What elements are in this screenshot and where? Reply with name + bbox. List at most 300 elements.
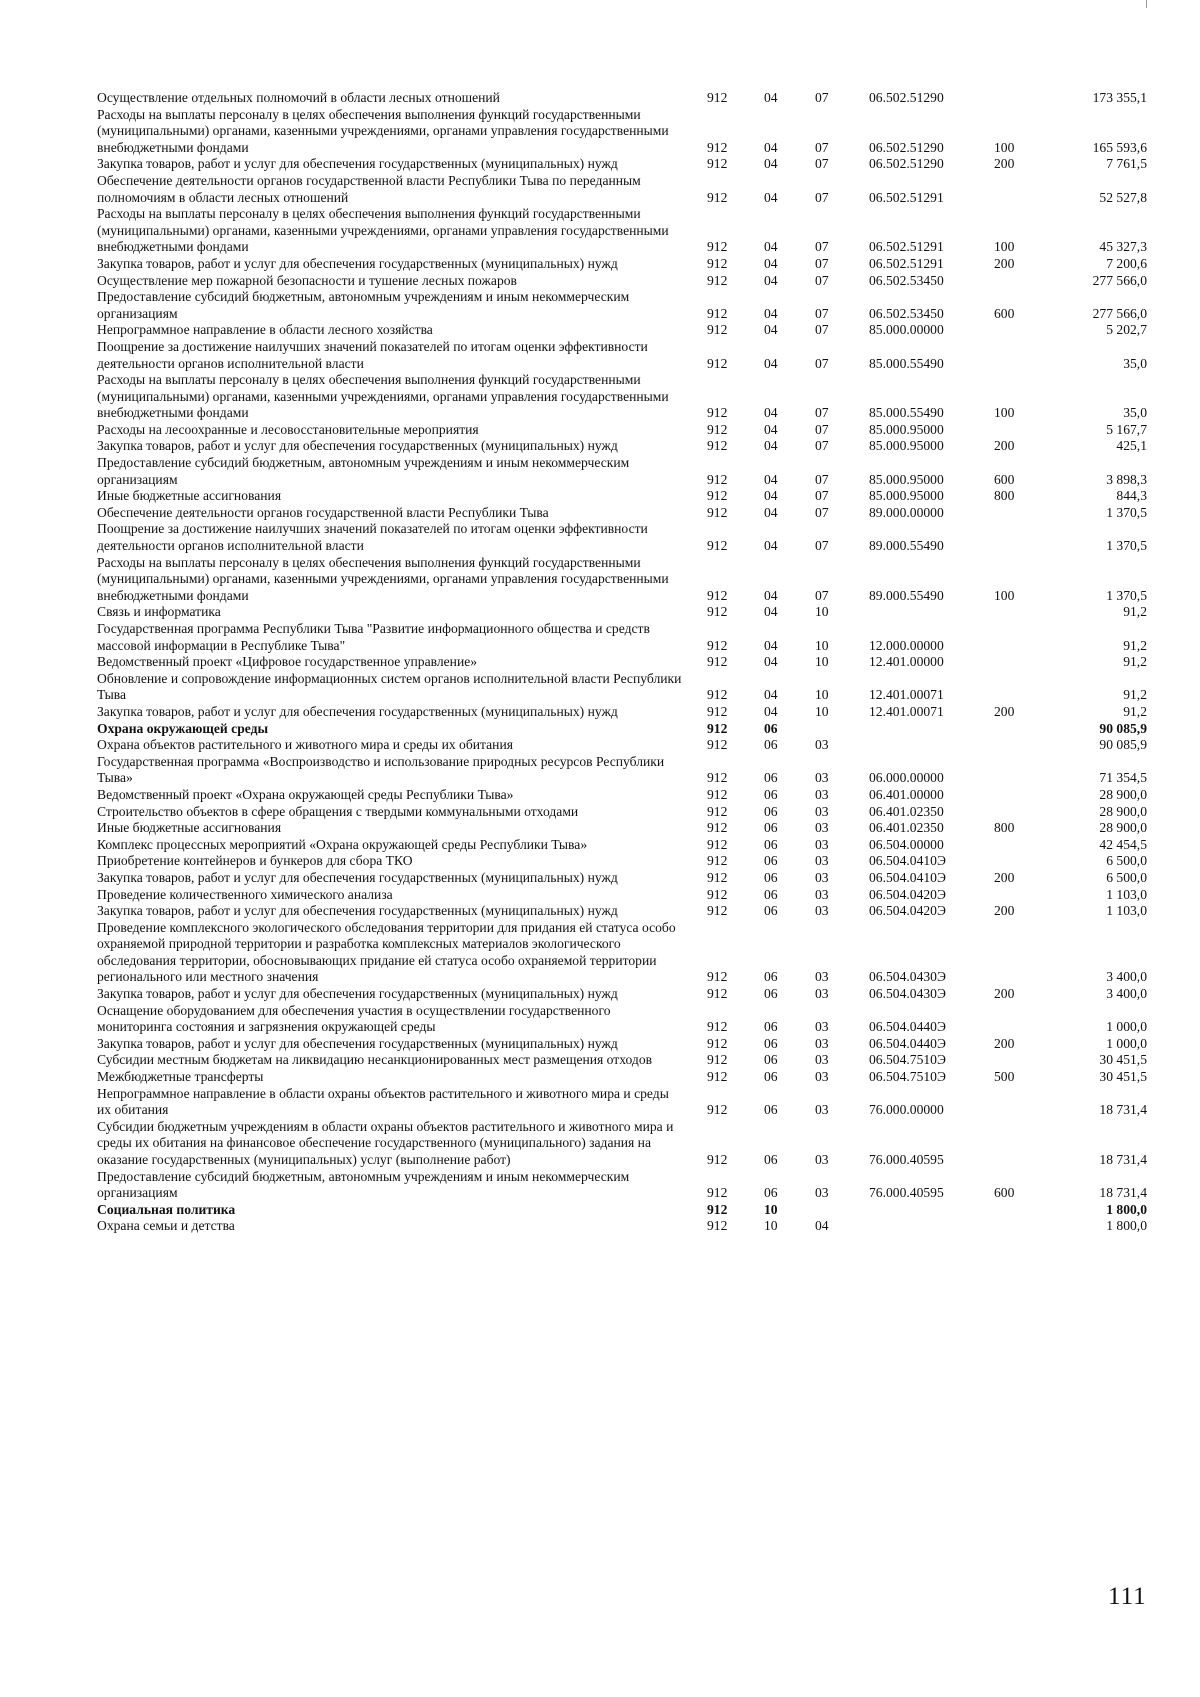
row-name: Закупка товаров, работ и услуг для обеспечения государственных (муниципальных) нужд bbox=[97, 156, 618, 172]
subsection-code: 03 bbox=[815, 969, 829, 985]
target-article-code: 89.000.00000 bbox=[869, 504, 944, 520]
subsection-code: 07 bbox=[815, 421, 829, 437]
row-name: Предоставление субсидий бюджетным, автономным учреждениям и иным некоммерческим организациям bbox=[97, 289, 630, 321]
row-name: Иные бюджетные ассигнования bbox=[97, 820, 282, 836]
ved-code: 912 bbox=[707, 322, 728, 338]
subsection-code: 07 bbox=[815, 272, 829, 288]
ved-code: 912 bbox=[707, 405, 728, 421]
target-article-code: 85.000.95000 bbox=[869, 421, 944, 437]
row-name: Комплекс процессных мероприятий «Охрана окружающей среды Республики Тыва» bbox=[97, 836, 588, 852]
target-article-code: 06.502.53450 bbox=[869, 272, 944, 288]
row-name: Ведомственный проект «Цифровое государственное управление» bbox=[97, 654, 478, 670]
target-article-code: 06.502.51290 bbox=[869, 90, 944, 105]
row-name: Обеспечение деятельности органов государственной власти Республики Тыва по переданным полномочиям в области лесных отношений bbox=[97, 172, 641, 205]
row-name: Проведение комплексного экологического обследования территории для придания ей статуса особо охраняемой природной территории и разработка комплексных материалов экологического обследования территории, обосновывающих придание ей статуса особо охраняемой территории регионального или местного значения bbox=[97, 919, 676, 985]
row-name: Закупка товаров, работ и услуг для обеспечения государственных (муниципальных) нужд bbox=[97, 869, 618, 885]
amount: 90 085,9 bbox=[1099, 737, 1147, 753]
amount: 6 500,0 bbox=[1106, 869, 1147, 885]
subsection-code: 07 bbox=[815, 587, 829, 603]
table-row bbox=[97, 206, 1147, 256]
ved-code: 912 bbox=[707, 355, 728, 371]
ved-code: 912 bbox=[707, 488, 728, 504]
table-row bbox=[97, 1202, 1147, 1219]
subsection-code: 03 bbox=[815, 820, 829, 836]
section-code: 04 bbox=[764, 687, 778, 703]
target-article-code: 76.000.00000 bbox=[869, 1102, 944, 1118]
row-name: Обеспечение деятельности органов государственной власти Республики Тыва bbox=[97, 504, 549, 520]
ved-code: 912 bbox=[707, 272, 728, 288]
ved-code: 912 bbox=[707, 90, 728, 105]
ved-code: 912 bbox=[707, 1035, 728, 1051]
expense-type-code: 100 bbox=[994, 239, 1015, 255]
amount: 28 900,0 bbox=[1099, 820, 1147, 836]
table-row bbox=[97, 903, 1147, 920]
subsection-code: 03 bbox=[815, 803, 829, 819]
row-name: Проведение количественного химического анализа bbox=[97, 886, 393, 902]
target-article-code: 06.504.0430Э bbox=[869, 986, 946, 1002]
row-name: Приобретение контейнеров и бункеров для сбора ТКО bbox=[97, 853, 413, 869]
table-row bbox=[97, 422, 1147, 439]
subsection-code: 10 bbox=[815, 703, 829, 719]
section-code: 06 bbox=[764, 803, 778, 819]
amount: 1 103,0 bbox=[1106, 903, 1147, 919]
amount: 91,2 bbox=[1123, 604, 1147, 620]
table-row bbox=[97, 986, 1147, 1003]
target-article-code: 06.504.0440Э bbox=[869, 1019, 946, 1035]
ved-code: 912 bbox=[707, 986, 728, 1002]
table-row bbox=[97, 621, 1147, 654]
row-name: Расходы на выплаты персоналу в целях обеспечения выполнения функций государственными (муниципальными) органами, казенными учреждениями, органами управления государственными внебюджетными фондами bbox=[97, 106, 669, 155]
table-row bbox=[97, 837, 1147, 854]
target-article-code: 76.000.40595 bbox=[869, 1185, 944, 1201]
section-code: 04 bbox=[764, 471, 778, 487]
row-name: Непрограммное направление в области охраны объектов растительного и животного мира и среды их обитания bbox=[97, 1085, 669, 1118]
amount: 7 761,5 bbox=[1106, 156, 1147, 172]
target-article-code: 89.000.55490 bbox=[869, 587, 944, 603]
amount: 90 085,9 bbox=[1099, 720, 1147, 736]
section-code: 04 bbox=[764, 355, 778, 371]
ved-code: 912 bbox=[707, 305, 728, 321]
section-code: 06 bbox=[764, 886, 778, 902]
subsection-code: 03 bbox=[815, 836, 829, 852]
subsection-code: 03 bbox=[815, 1035, 829, 1051]
ved-code: 912 bbox=[707, 1069, 728, 1085]
target-article-code: 06.502.53450 bbox=[869, 305, 944, 321]
target-article-code: 85.000.95000 bbox=[869, 488, 944, 504]
table-row bbox=[97, 90, 1147, 107]
table-row bbox=[97, 256, 1147, 273]
expense-type-code: 800 bbox=[994, 488, 1015, 504]
table-row bbox=[97, 1119, 1147, 1169]
ved-code: 912 bbox=[707, 969, 728, 985]
ved-code: 912 bbox=[707, 438, 728, 454]
target-article-code: 89.000.55490 bbox=[869, 538, 944, 554]
row-name: Предоставление субсидий бюджетным, автономным учреждениям и иным некоммерческим организациям bbox=[97, 455, 630, 487]
subsection-code: 07 bbox=[815, 139, 829, 155]
target-article-code: 85.000.55490 bbox=[869, 405, 944, 421]
ved-code: 912 bbox=[707, 869, 728, 885]
section-code: 04 bbox=[764, 538, 778, 554]
target-article-code: 06.401.02350 bbox=[869, 820, 944, 836]
table-row bbox=[97, 107, 1147, 157]
section-code: 04 bbox=[764, 139, 778, 155]
table-row bbox=[97, 273, 1147, 290]
row-name: Непрограммное направление в области лесного хозяйства bbox=[97, 322, 433, 338]
ved-code: 912 bbox=[707, 189, 728, 205]
amount: 1 000,0 bbox=[1106, 1019, 1147, 1035]
table-row bbox=[97, 1169, 1147, 1202]
target-article-code: 85.000.95000 bbox=[869, 471, 944, 487]
amount: 277 566,0 bbox=[1092, 272, 1147, 288]
amount: 425,1 bbox=[1116, 438, 1147, 454]
section-code: 06 bbox=[764, 1185, 778, 1201]
subsection-code: 03 bbox=[815, 1069, 829, 1085]
subsection-code: 07 bbox=[815, 355, 829, 371]
target-article-code: 06.000.00000 bbox=[869, 770, 944, 786]
ved-code: 912 bbox=[707, 770, 728, 786]
subsection-code: 03 bbox=[815, 770, 829, 786]
ved-code: 912 bbox=[707, 836, 728, 852]
target-article-code: 76.000.40595 bbox=[869, 1152, 944, 1167]
target-article-code: 06.502.51290 bbox=[869, 156, 944, 172]
table-row bbox=[97, 156, 1147, 173]
subsection-code: 10 bbox=[815, 687, 829, 703]
table-row bbox=[97, 1086, 1147, 1119]
target-article-code: 06.401.00000 bbox=[869, 786, 944, 802]
expense-type-code: 200 bbox=[994, 1035, 1015, 1051]
row-name: Субсидии местным бюджетам на ликвидацию несанкционированных мест размещения отходов bbox=[97, 1052, 653, 1068]
expense-type-code: 100 bbox=[994, 405, 1015, 421]
amount: 71 354,5 bbox=[1099, 770, 1147, 786]
table-row bbox=[97, 704, 1147, 721]
subsection-code: 03 bbox=[815, 1185, 829, 1201]
budget-table bbox=[97, 90, 1147, 1235]
subsection-code: 03 bbox=[815, 1152, 829, 1167]
amount: 18 731,4 bbox=[1099, 1102, 1147, 1118]
ved-code: 912 bbox=[707, 604, 728, 620]
table-row bbox=[97, 521, 1147, 554]
row-name: Закупка товаров, работ и услуг для обеспечения государственных (муниципальных) нужд bbox=[97, 703, 618, 719]
subsection-code: 10 bbox=[815, 654, 829, 670]
row-name: Государственная программа «Воспроизводство и использование природных ресурсов Республики Тыва» bbox=[97, 753, 665, 786]
target-article-code: 85.000.95000 bbox=[869, 438, 944, 454]
amount: 3 898,3 bbox=[1106, 471, 1147, 487]
amount: 3 400,0 bbox=[1106, 969, 1147, 985]
ved-code: 912 bbox=[707, 703, 728, 719]
table-row bbox=[97, 804, 1147, 821]
ved-code: 912 bbox=[707, 637, 728, 653]
table-row bbox=[97, 787, 1147, 804]
row-name: Государственная программа Республики Тыва "Развитие информационного общества и средств массовой информации в Республике Тыва" bbox=[97, 621, 650, 653]
section-code: 04 bbox=[764, 637, 778, 653]
ved-code: 912 bbox=[707, 737, 728, 753]
section-code: 06 bbox=[764, 737, 778, 753]
section-code: 06 bbox=[764, 1069, 778, 1085]
row-name: Поощрение за достижение наилучших значений показателей по итогам оценки эффективности деятельности органов исполнительной власти bbox=[97, 338, 648, 371]
expense-type-code: 100 bbox=[994, 587, 1015, 603]
expense-type-code: 500 bbox=[994, 1069, 1015, 1085]
section-code: 04 bbox=[764, 272, 778, 288]
table-row bbox=[97, 1036, 1147, 1053]
subsection-code: 07 bbox=[815, 504, 829, 520]
target-article-code: 06.502.51291 bbox=[869, 255, 944, 271]
amount: 28 900,0 bbox=[1099, 803, 1147, 819]
amount: 91,2 bbox=[1123, 703, 1147, 719]
ved-code: 912 bbox=[707, 1052, 728, 1068]
ved-code: 912 bbox=[707, 687, 728, 703]
row-name: Расходы на лесоохранные и лесовосстановительные мероприятия bbox=[97, 421, 479, 437]
table-row bbox=[97, 754, 1147, 787]
amount: 5 202,7 bbox=[1106, 322, 1147, 338]
section-code: 06 bbox=[764, 820, 778, 836]
row-name: Закупка товаров, работ и услуг для обеспечения государственных (муниципальных) нужд bbox=[97, 1035, 618, 1051]
subsection-code: 03 bbox=[815, 1102, 829, 1118]
section-code: 06 bbox=[764, 969, 778, 985]
expense-type-code: 200 bbox=[994, 986, 1015, 1002]
row-name: Осуществление мер пожарной безопасности и тушение лесных пожаров bbox=[97, 272, 517, 288]
section-code: 06 bbox=[764, 853, 778, 869]
target-article-code: 06.504.00000 bbox=[869, 836, 944, 852]
amount: 1 370,5 bbox=[1106, 504, 1147, 520]
section-code: 04 bbox=[764, 488, 778, 504]
ved-code: 912 bbox=[707, 255, 728, 271]
amount: 7 200,6 bbox=[1106, 255, 1147, 271]
subsection-code: 07 bbox=[815, 239, 829, 255]
ved-code: 912 bbox=[707, 803, 728, 819]
table-row bbox=[97, 870, 1147, 887]
subsection-code: 07 bbox=[815, 488, 829, 504]
target-article-code: 06.502.51291 bbox=[869, 239, 944, 255]
target-article-code: 06.504.0430Э bbox=[869, 969, 946, 985]
section-code: 04 bbox=[764, 189, 778, 205]
section-code: 04 bbox=[764, 654, 778, 670]
section-code: 06 bbox=[764, 770, 778, 786]
subsection-code: 07 bbox=[815, 189, 829, 205]
table-row bbox=[97, 853, 1147, 870]
section-code: 06 bbox=[764, 1152, 778, 1167]
target-article-code: 06.504.0440Э bbox=[869, 1035, 946, 1051]
table-row bbox=[97, 887, 1147, 904]
ved-code: 912 bbox=[707, 587, 728, 603]
subsection-code: 03 bbox=[815, 1052, 829, 1068]
subsection-code: 03 bbox=[815, 853, 829, 869]
section-code: 06 bbox=[764, 1035, 778, 1051]
section-code: 04 bbox=[764, 90, 778, 105]
amount: 1 800,0 bbox=[1106, 1218, 1147, 1234]
subsection-code: 07 bbox=[815, 255, 829, 271]
amount: 18 731,4 bbox=[1099, 1185, 1147, 1201]
expense-type-code: 200 bbox=[994, 869, 1015, 885]
table-row bbox=[97, 455, 1147, 488]
amount: 1 370,5 bbox=[1106, 587, 1147, 603]
ved-code: 912 bbox=[707, 156, 728, 172]
row-name: Оснащение оборудованием для обеспечения участия в осуществлении государственного мониторинга состояния и загрязнения окружающей среды bbox=[97, 1002, 611, 1035]
ved-code: 912 bbox=[707, 1201, 728, 1217]
row-name: Закупка товаров, работ и услуг для обеспечения государственных (муниципальных) нужд bbox=[97, 438, 618, 454]
row-name: Расходы на выплаты персоналу в целях обеспечения выполнения функций государственными (муниципальными) органами, казенными учреждениями, органами управления государственными внебюджетными фондами bbox=[97, 554, 669, 603]
section-code: 04 bbox=[764, 156, 778, 172]
amount: 30 451,5 bbox=[1099, 1069, 1147, 1085]
amount: 35,0 bbox=[1123, 355, 1147, 371]
page-number: 111 bbox=[1108, 1583, 1147, 1610]
table-row bbox=[97, 372, 1147, 422]
target-article-code: 06.504.7510Э bbox=[869, 1069, 946, 1085]
section-code: 06 bbox=[764, 1102, 778, 1118]
table-row bbox=[97, 488, 1147, 505]
section-code: 04 bbox=[764, 405, 778, 421]
section-code: 10 bbox=[764, 1218, 778, 1234]
subsection-code: 07 bbox=[815, 90, 829, 105]
target-article-code: 06.504.0420Э bbox=[869, 903, 946, 919]
target-article-code: 12.000.00000 bbox=[869, 637, 944, 653]
section-code: 04 bbox=[764, 438, 778, 454]
target-article-code: 06.504.0410Э bbox=[869, 869, 946, 885]
section-code: 06 bbox=[764, 1052, 778, 1068]
subsection-code: 07 bbox=[815, 305, 829, 321]
section-code: 04 bbox=[764, 604, 778, 620]
table-row bbox=[97, 339, 1147, 372]
table-row bbox=[97, 1003, 1147, 1036]
subsection-code: 03 bbox=[815, 786, 829, 802]
ved-code: 912 bbox=[707, 504, 728, 520]
amount: 1 000,0 bbox=[1106, 1035, 1147, 1051]
section-code: 06 bbox=[764, 786, 778, 802]
ved-code: 912 bbox=[707, 239, 728, 255]
amount: 91,2 bbox=[1123, 654, 1147, 670]
row-name: Социальная политика bbox=[97, 1201, 236, 1217]
table-row bbox=[97, 1069, 1147, 1086]
row-name: Закупка товаров, работ и услуг для обеспечения государственных (муниципальных) нужд bbox=[97, 903, 618, 919]
ved-code: 912 bbox=[707, 853, 728, 869]
row-name: Строительство объектов в сфере обращения с твердыми коммунальными отходами bbox=[97, 803, 579, 819]
amount: 45 327,3 bbox=[1099, 239, 1147, 255]
target-article-code: 85.000.00000 bbox=[869, 322, 944, 338]
row-name: Обновление и сопровождение информационных систем органов исполнительной власти Республики Тыва bbox=[97, 670, 682, 703]
section-code: 06 bbox=[764, 903, 778, 919]
table-row bbox=[97, 654, 1147, 671]
ved-code: 912 bbox=[707, 1185, 728, 1201]
row-name: Охрана окружающей среды bbox=[97, 720, 269, 736]
ved-code: 912 bbox=[707, 538, 728, 554]
ved-code: 912 bbox=[707, 1152, 728, 1167]
amount: 18 731,4 bbox=[1099, 1152, 1147, 1167]
corner-mark bbox=[1146, 0, 1147, 8]
subsection-code: 07 bbox=[815, 405, 829, 421]
target-article-code: 06.502.51290 bbox=[869, 139, 944, 155]
expense-type-code: 200 bbox=[994, 903, 1015, 919]
amount: 91,2 bbox=[1123, 687, 1147, 703]
target-article-code: 06.504.7510Э bbox=[869, 1052, 946, 1068]
table-row bbox=[97, 289, 1147, 322]
amount: 1 103,0 bbox=[1106, 886, 1147, 902]
section-code: 06 bbox=[764, 986, 778, 1002]
ved-code: 912 bbox=[707, 886, 728, 902]
row-name: Закупка товаров, работ и услуг для обеспечения государственных (муниципальных) нужд bbox=[97, 255, 618, 271]
table-row bbox=[97, 1218, 1147, 1235]
table-row bbox=[97, 671, 1147, 704]
expense-type-code: 100 bbox=[994, 139, 1015, 155]
table-row bbox=[97, 820, 1147, 837]
expense-type-code: 800 bbox=[994, 820, 1015, 836]
section-code: 06 bbox=[764, 836, 778, 852]
amount: 844,3 bbox=[1116, 488, 1147, 504]
subsection-code: 03 bbox=[815, 986, 829, 1002]
ved-code: 912 bbox=[707, 820, 728, 836]
subsection-code: 03 bbox=[815, 886, 829, 902]
target-article-code: 12.401.00071 bbox=[869, 703, 944, 719]
target-article-code: 06.401.02350 bbox=[869, 803, 944, 819]
amount: 5 167,7 bbox=[1106, 421, 1147, 437]
amount: 173 355,1 bbox=[1092, 90, 1147, 105]
target-article-code: 12.401.00000 bbox=[869, 654, 944, 670]
target-article-code: 85.000.55490 bbox=[869, 355, 944, 371]
section-code: 04 bbox=[764, 255, 778, 271]
target-article-code: 12.401.00071 bbox=[869, 687, 944, 703]
section-code: 04 bbox=[764, 504, 778, 520]
subsection-code: 10 bbox=[815, 604, 829, 620]
row-name: Субсидии бюджетным учреждениям в области охраны объектов растительного и животного мира и среды их обитания на финансовое обеспечение государственного (муниципального) задания на оказание государственных (муниципальных) услуг (выполнение работ) bbox=[97, 1118, 674, 1167]
table-row bbox=[97, 604, 1147, 621]
table-row bbox=[97, 322, 1147, 339]
target-article-code: 06.504.0420Э bbox=[869, 886, 946, 902]
subsection-code: 03 bbox=[815, 737, 829, 753]
section-code: 04 bbox=[764, 322, 778, 338]
amount: 1 370,5 bbox=[1106, 538, 1147, 554]
table-row bbox=[97, 737, 1147, 754]
amount: 6 500,0 bbox=[1106, 853, 1147, 869]
ved-code: 912 bbox=[707, 1019, 728, 1035]
table-row bbox=[97, 438, 1147, 455]
subsection-code: 07 bbox=[815, 322, 829, 338]
row-name: Осуществление отдельных полномочий в области лесных отношений bbox=[97, 90, 500, 105]
amount: 35,0 bbox=[1123, 405, 1147, 421]
subsection-code: 07 bbox=[815, 156, 829, 172]
ved-code: 912 bbox=[707, 1102, 728, 1118]
expense-type-code: 600 bbox=[994, 305, 1015, 321]
ved-code: 912 bbox=[707, 720, 728, 736]
table-row bbox=[97, 920, 1147, 986]
table-row bbox=[97, 173, 1147, 206]
amount: 91,2 bbox=[1123, 637, 1147, 653]
row-name: Охрана семьи и детства bbox=[97, 1218, 235, 1234]
amount: 1 800,0 bbox=[1106, 1201, 1147, 1217]
row-name: Поощрение за достижение наилучших значений показателей по итогам оценки эффективности деятельности органов исполнительной власти bbox=[97, 521, 648, 554]
table-row bbox=[97, 721, 1147, 738]
row-name: Предоставление субсидий бюджетным, автономным учреждениям и иным некоммерческим организациям bbox=[97, 1168, 630, 1201]
target-article-code: 06.502.51291 bbox=[869, 189, 944, 205]
section-code: 04 bbox=[764, 703, 778, 719]
subsection-code: 03 bbox=[815, 903, 829, 919]
subsection-code: 07 bbox=[815, 438, 829, 454]
expense-type-code: 600 bbox=[994, 471, 1015, 487]
row-name: Межбюджетные трансферты bbox=[97, 1069, 264, 1085]
row-name: Закупка товаров, работ и услуг для обеспечения государственных (муниципальных) нужд bbox=[97, 986, 618, 1002]
section-code: 04 bbox=[764, 421, 778, 437]
table-row bbox=[97, 555, 1147, 605]
ved-code: 912 bbox=[707, 654, 728, 670]
subsection-code: 04 bbox=[815, 1218, 829, 1234]
ved-code: 912 bbox=[707, 903, 728, 919]
amount: 277 566,0 bbox=[1092, 305, 1147, 321]
expense-type-code: 200 bbox=[994, 703, 1015, 719]
section-code: 06 bbox=[764, 720, 778, 736]
row-name: Связь и информатика bbox=[97, 604, 221, 620]
expense-type-code: 200 bbox=[994, 438, 1015, 454]
amount: 42 454,5 bbox=[1099, 836, 1147, 852]
subsection-code: 03 bbox=[815, 1019, 829, 1035]
amount: 165 593,6 bbox=[1092, 139, 1147, 155]
amount: 30 451,5 bbox=[1099, 1052, 1147, 1068]
